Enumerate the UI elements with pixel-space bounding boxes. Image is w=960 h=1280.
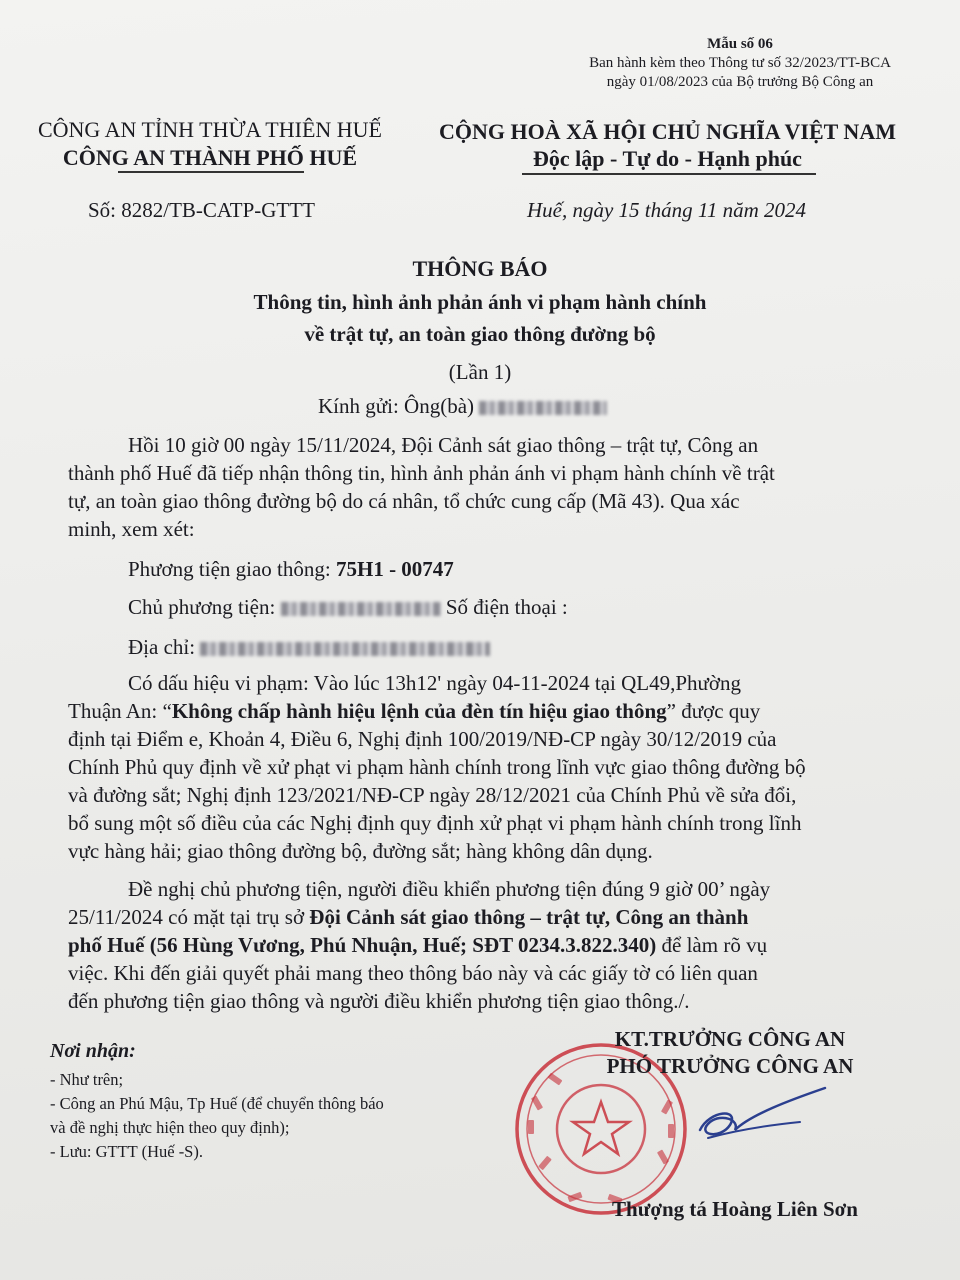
violation-location: Thuận An: “ [68, 699, 172, 723]
recipient-item: - Lưu: GTTT (Huế -S). [50, 1142, 203, 1161]
recipient-line [318, 394, 607, 419]
document-date: Huế, ngày 15 tháng 11 năm 2024 [527, 198, 806, 222]
form-number: Mẫu số 06 [707, 36, 773, 52]
request-line-5: đến phương tiện giao thông và người điều khiển phương tiện giao thông./. [68, 989, 690, 1013]
license-plate: 75H1 - 00747 [335, 557, 454, 581]
national-title: CỘNG HOÀ XÃ HỘI CHỦ NGHĨA VIỆT NAM [439, 119, 896, 144]
intro-line-1: Hồi 10 giờ 00 ngày 15/11/2024, Đội Cảnh sát giao thông – trật tự, Công an [128, 433, 759, 457]
violation-suffix: ” được quy [666, 699, 761, 723]
recipient-item: và đề nghị thực hiện theo quy định); [50, 1118, 290, 1137]
agency-underline [118, 171, 304, 173]
signature-title-2: PHÓ TRƯỞNG CÔNG AN [606, 1054, 854, 1078]
vehicle-label: Phương tiện giao thông: [128, 557, 336, 581]
document-number: Số: 8282/TB-CATP-GTTT [88, 198, 315, 222]
violation-line-5: và đường sắt; Nghị định 123/2021/NĐ-CP ngày 28/12/2021 của Chính Phủ về sửa đổi, [68, 783, 797, 807]
national-motto: Độc lập - Tự do - Hạnh phúc [533, 146, 802, 171]
recipient-label: Kính gửi: Ông(bà) [318, 394, 475, 418]
recipients-heading: Nơi nhận: [50, 1040, 136, 1062]
request-line-4: việc. Khi đến giải quyết phải mang theo thông báo này và các giấy tờ có liên quan [68, 961, 758, 985]
address-label: Địa chỉ: [128, 635, 196, 659]
form-issued-date: ngày 01/08/2023 của Bộ trưởng Bộ Công an [606, 74, 874, 90]
recipient-item: - Như trên; [50, 1070, 124, 1089]
notice-subtitle-1: Thông tin, hình ảnh phản ánh vi phạm hành chính [253, 290, 707, 314]
agency-line1: CÔNG AN TỈNH THỪA THIÊN HUẾ [37, 117, 382, 142]
address-line [128, 634, 490, 662]
request-line-3 [68, 932, 767, 960]
violation-line-7: vực hàng hải; giao thông đường bộ, đường sắt; hàng không dân dụng. [68, 839, 653, 863]
vehicle-line [128, 556, 454, 584]
handwritten-signature [590, 1080, 830, 1170]
request-date: 25/11/2024 có mặt tại trụ sở [68, 905, 310, 929]
violation-line-1: Có dấu hiệu vi phạm: Vào lúc 13h12' ngày 04-11-2024 tại QL49,Phường [128, 671, 742, 695]
notice-subtitle-2: về trật tự, an toàn giao thông đường bộ [304, 322, 656, 346]
request-line-1: Đề nghị chủ phương tiện, người điều khiển phương tiện đúng 9 giờ 00’ ngày [128, 877, 771, 901]
signature-title-1: KT.TRƯỞNG CÔNG AN [614, 1027, 846, 1051]
owner-label: Chủ phương tiện: [128, 595, 276, 619]
violation-line-4: Chính Phủ quy định về xử phạt vi phạm hành chính trong lĩnh vực giao thông đường bộ [68, 755, 806, 779]
form-issued-with: Ban hành kèm theo Thông tư số 32/2023/TT-BCA [589, 55, 891, 71]
phone-label: Số điện thoại : [445, 595, 568, 619]
violation-description: Không chấp hành hiệu lệnh của đèn tín hiệu giao thông [171, 699, 667, 723]
motto-underline [522, 173, 816, 175]
intro-line-3: tự, an toàn giao thông đường bộ do cá nhân, tổ chức cung cấp (Mã 43). Qua xác [68, 489, 740, 513]
redacted-owner-name [281, 602, 441, 616]
redacted-address [200, 642, 490, 656]
request-purpose: để làm rõ vụ [656, 933, 768, 957]
intro-line-2: thành phố Huế đã tiếp nhận thông tin, hình ảnh phản ánh vi phạm hành chính về trật [68, 461, 775, 485]
agency-line2: CÔNG AN THÀNH PHỐ HUẾ [62, 145, 358, 170]
notice-round: (Lần 1) [448, 360, 512, 384]
redacted-recipient-name [479, 401, 607, 415]
request-office: Đội Cảnh sát giao thông – trật tự, Công an thành [309, 905, 749, 929]
violation-line-3: định tại Điểm e, Khoản 4, Điều 6, Nghị định 100/2019/NĐ-CP ngày 30/12/2019 của [68, 727, 777, 751]
signer-name: Thượng tá Hoàng Liên Sơn [612, 1197, 858, 1221]
violation-line-6: bổ sung một số điều của các Nghị định quy định xử phạt vi phạm hành chính trong lĩnh [68, 811, 802, 835]
request-line-2 [68, 904, 748, 932]
notice-title: THÔNG BÁO [412, 256, 548, 281]
intro-line-4: minh, xem xét: [68, 517, 195, 541]
request-office-address: phố Huế (56 Hùng Vương, Phú Nhuận, Huế; SĐT 0234.3.822.340) [68, 933, 657, 957]
recipient-item: - Công an Phú Mậu, Tp Huế (để chuyển thông báo [50, 1094, 384, 1113]
violation-line-2 [68, 698, 760, 726]
owner-line [128, 594, 568, 622]
